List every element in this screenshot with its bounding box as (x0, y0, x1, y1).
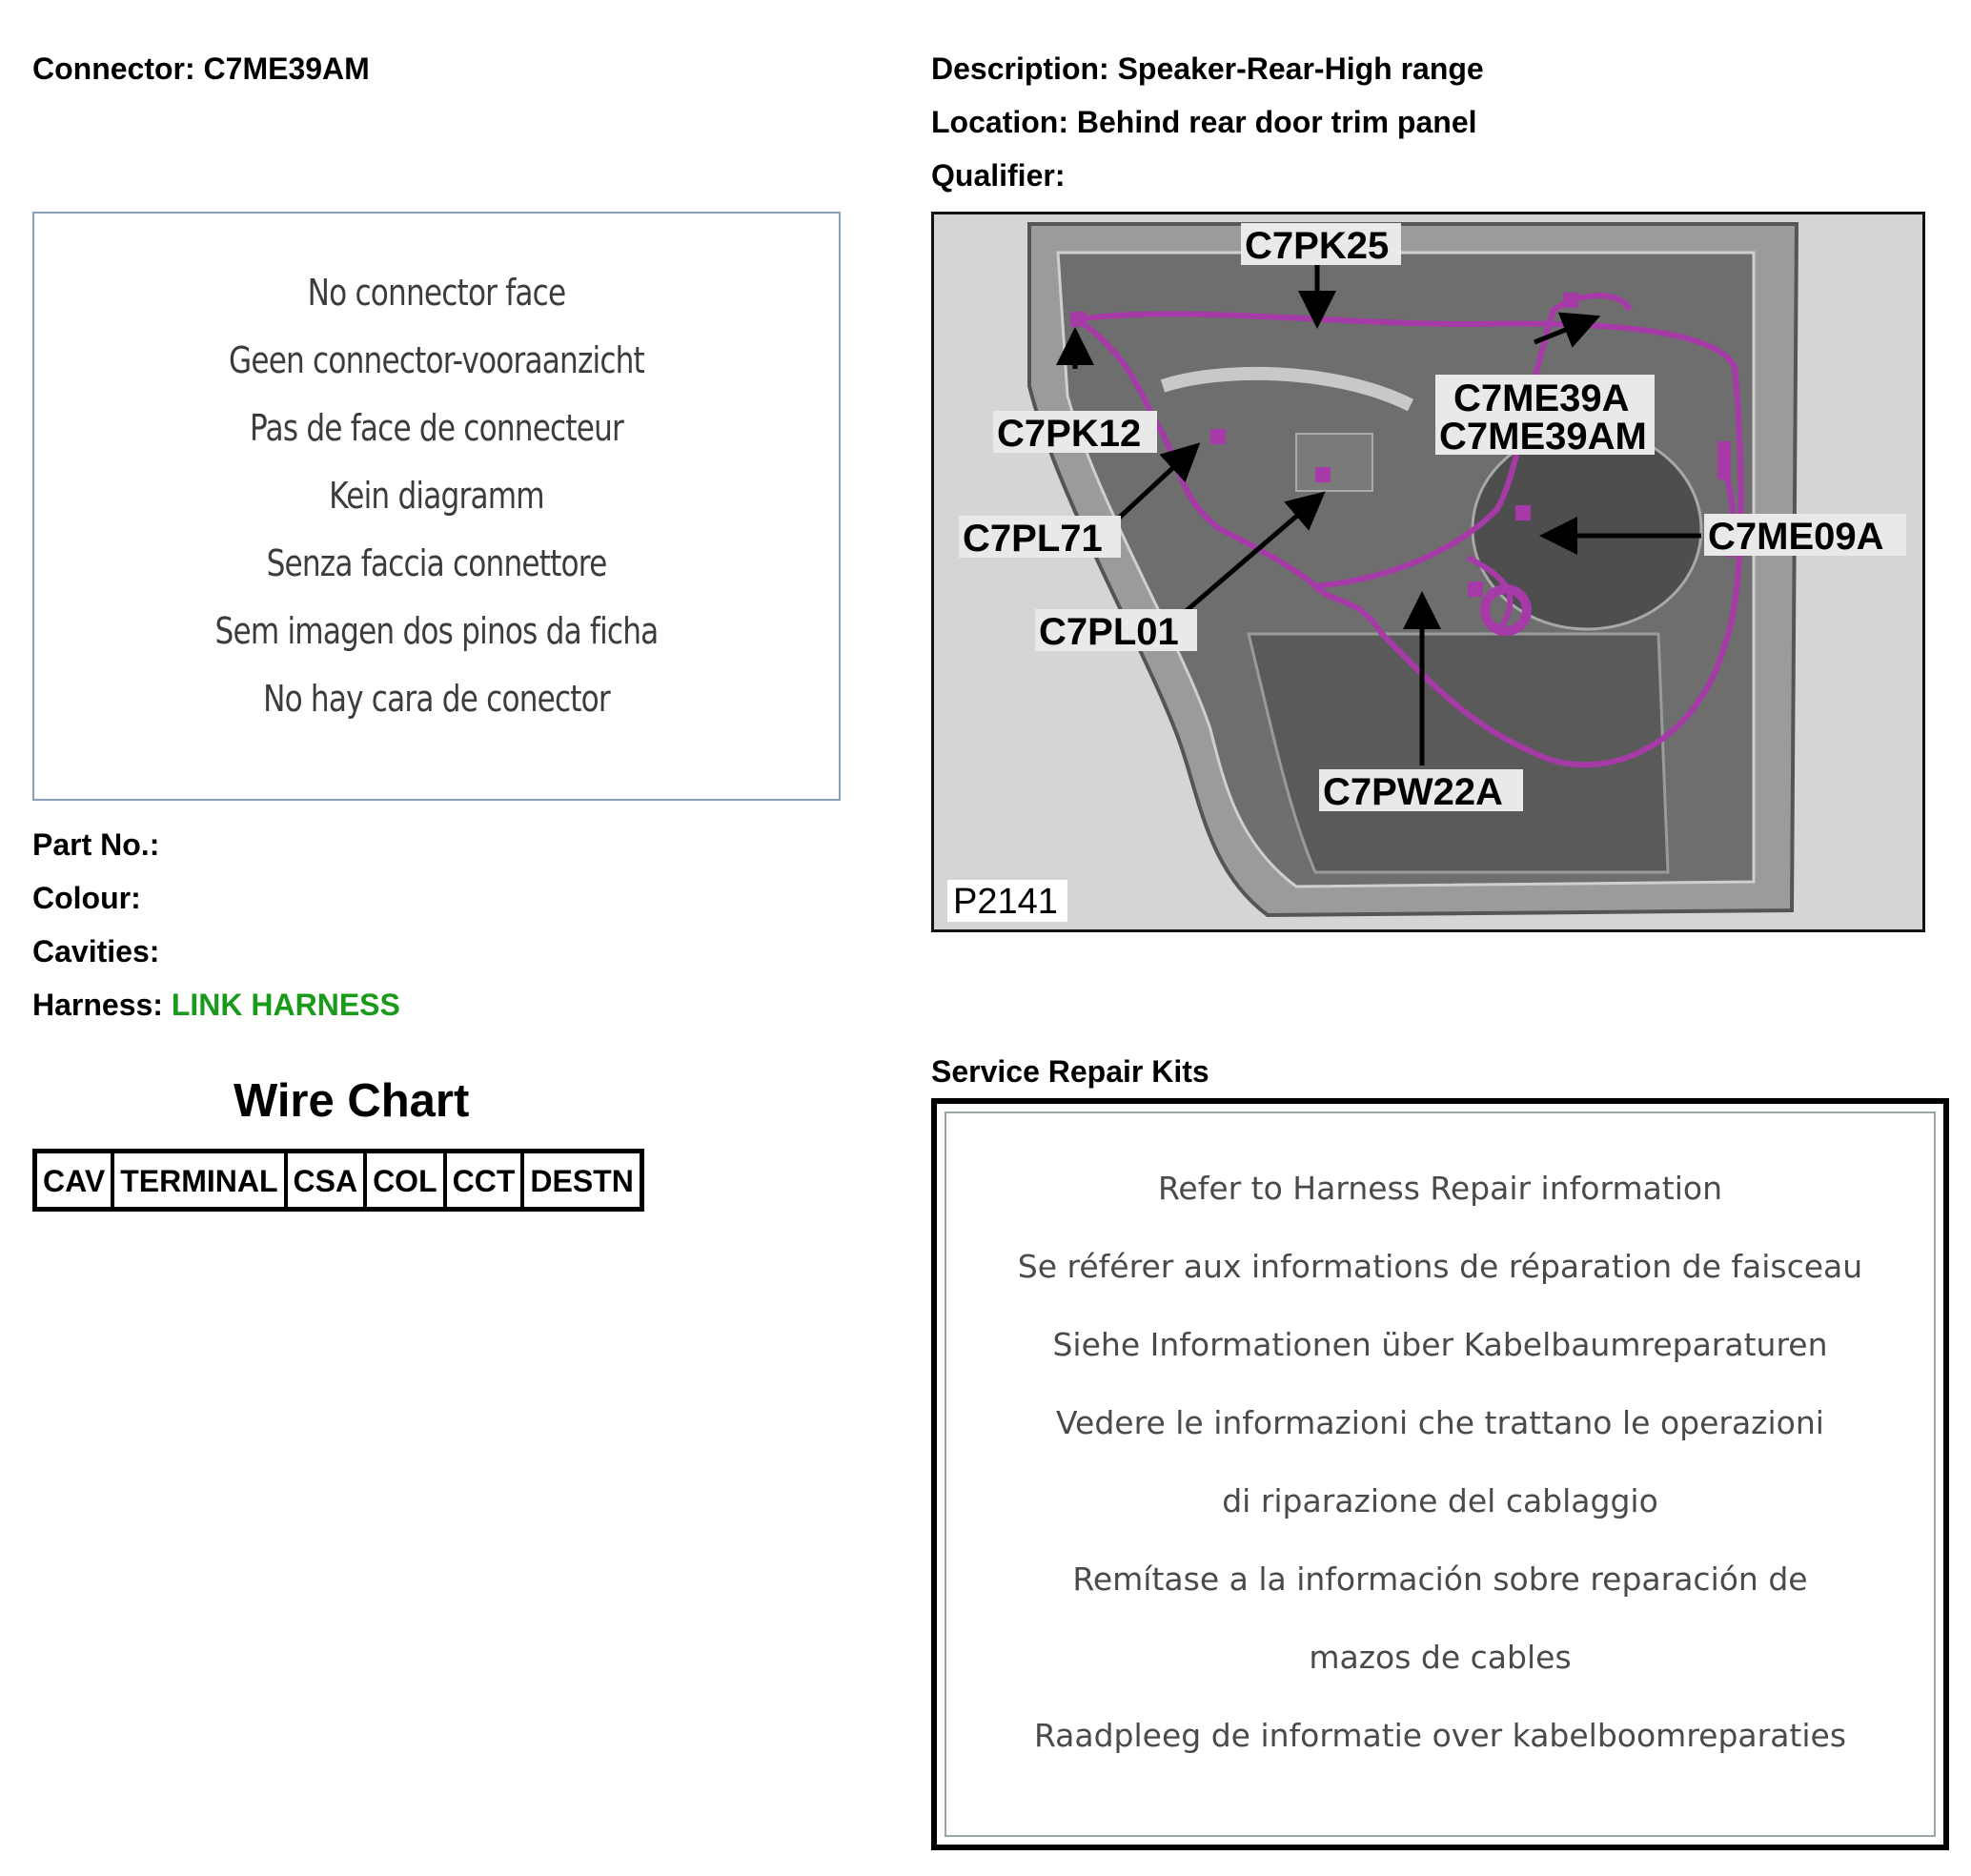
colour-label: Colour: (32, 881, 141, 915)
callout-c7pl71: C7PL71 (963, 518, 1103, 560)
callout-c7pw22a: C7PW22A (1323, 771, 1503, 813)
connector-face-line: Sem imagen dos pinos da ficha (214, 610, 659, 652)
description-value: Speaker-Rear-High range (1117, 51, 1484, 86)
service-repair-kits-inner (945, 1111, 1936, 1837)
connector-face-line: No connector face (307, 272, 566, 314)
cavities-label: Cavities: (32, 934, 160, 969)
location-label: Location: (931, 105, 1068, 139)
location-diagram (931, 212, 1925, 932)
connector-face-line: Senza faccia connettore (266, 542, 607, 584)
repair-info-line: mazos de cables (1309, 1639, 1572, 1676)
part-number-row (32, 827, 159, 862)
location-heading (931, 105, 1477, 139)
callout-c7pk12: C7PK12 (997, 413, 1142, 455)
connector-heading (32, 51, 370, 86)
qualifier-label: Qualifier: (931, 158, 1066, 193)
repair-info-line: Vedere le informazioni che trattano le operazioni (1056, 1404, 1824, 1441)
callout-c7me39a: C7ME39A (1453, 377, 1630, 419)
figure-id: P2141 (953, 882, 1058, 922)
connector-face-line: No hay cara de conector (263, 678, 610, 720)
service-repair-kits-title: Service Repair Kits (931, 1054, 1209, 1089)
door-diagram-illustration (934, 214, 1922, 929)
column-header-cct: CCT (445, 1152, 523, 1210)
service-repair-kits-list (946, 1150, 1934, 1775)
callout-c7pl01: C7PL01 (1039, 611, 1179, 653)
location-value: Behind rear door trim panel (1076, 105, 1477, 139)
callout-c7me09a: C7ME09A (1708, 516, 1884, 558)
connector-label: Connector: (32, 51, 195, 86)
column-header-terminal: TERMINAL (112, 1152, 285, 1210)
repair-info-line: Siehe Informationen über Kabelbaumreparaturen (1052, 1326, 1828, 1363)
connector-face-panel (32, 212, 841, 801)
connector-value: C7ME39AM (203, 51, 370, 86)
wire-chart-header-row (35, 1152, 642, 1210)
column-header-cav: CAV (35, 1152, 113, 1210)
connector-face-line: Geen connector-vooraanzicht (229, 339, 644, 381)
colour-row (32, 881, 141, 915)
description-heading (931, 51, 1484, 86)
column-header-destn: DESTN (522, 1152, 641, 1210)
harness-label: Harness: (32, 988, 163, 1022)
part-number-label: Part No.: (32, 827, 160, 862)
description-label: Description: (931, 51, 1109, 86)
column-header-csa: CSA (286, 1152, 366, 1210)
connector-face-line: Kein diagramm (329, 475, 544, 517)
repair-info-line: di riparazione del cablaggio (1222, 1482, 1658, 1519)
wire-chart-table (32, 1149, 644, 1212)
qualifier-heading (931, 158, 1065, 193)
harness-row (32, 988, 400, 1022)
door-lower-panel (1249, 634, 1668, 872)
repair-info-line: Remítase a la información sobre reparación de (1072, 1560, 1808, 1598)
cavities-row (32, 934, 159, 969)
column-header-col: COL (365, 1152, 445, 1210)
callout-c7me39am: C7ME39AM (1439, 416, 1647, 458)
speaker-opening (1473, 429, 1701, 629)
callout-c7pk25: C7PK25 (1245, 225, 1390, 267)
harness-value: LINK HARNESS (171, 988, 400, 1022)
repair-info-line: Refer to Harness Repair information (1157, 1170, 1723, 1207)
module-box (1296, 434, 1372, 491)
repair-info-line: Raadpleeg de informatie over kabelboomreparaties (1033, 1717, 1847, 1754)
connector-face-line: Pas de face de connecteur (249, 407, 624, 449)
repair-info-line: Se référer aux informations de réparation de faisceau (1017, 1248, 1863, 1285)
connector-face-message-list (34, 259, 839, 733)
service-repair-kits-panel (931, 1098, 1949, 1850)
wire-chart-title: Wire Chart (234, 1075, 470, 1127)
